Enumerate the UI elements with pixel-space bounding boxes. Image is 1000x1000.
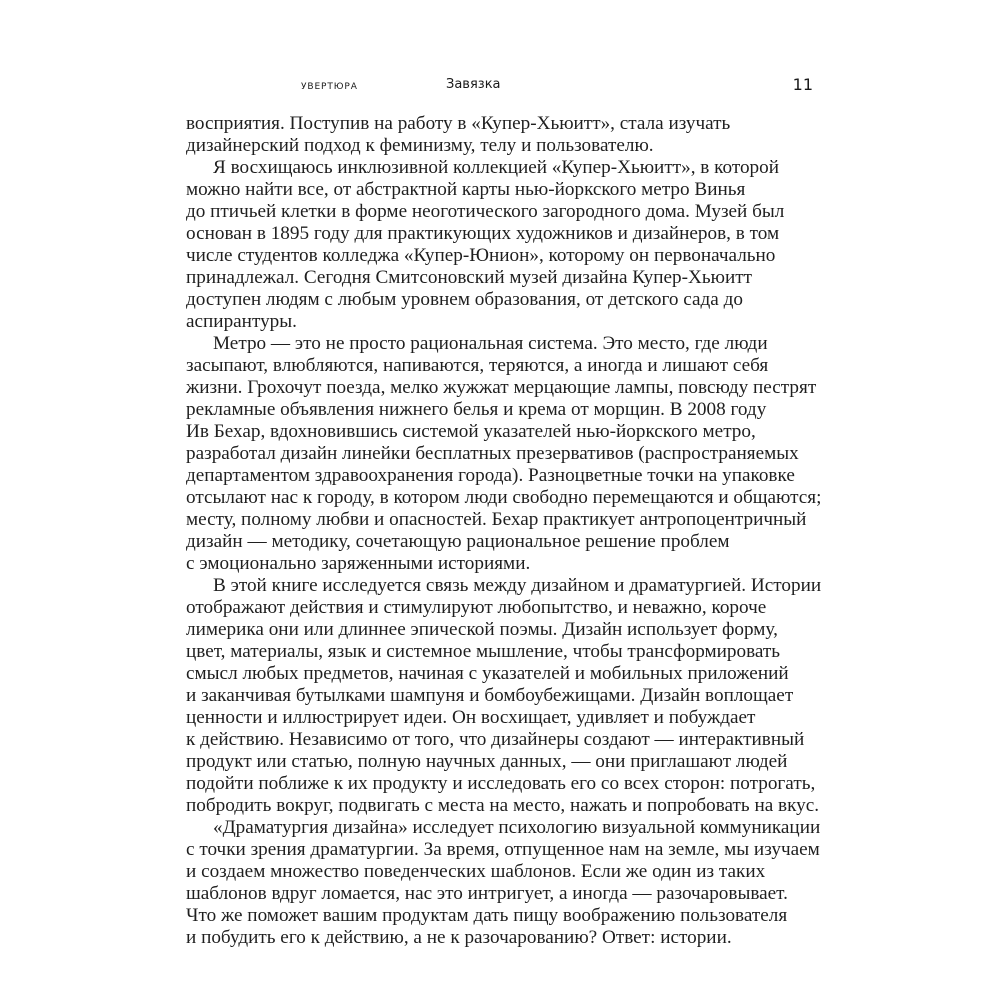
text-line: и заканчивая бутылками шампуня и бомбоубежищами. Дизайн воплощает: [186, 685, 794, 706]
text-line: с точки зрения драматургии. За время, отпущенное нам на земле, мы изучаем: [186, 839, 820, 860]
paragraph-first-line: В этой книге исследуется связь между дизайном и драматургией. Истории: [213, 575, 822, 596]
text-line: рекламные объявления нижнего белья и крема от морщин. В 2008 году: [186, 399, 767, 420]
text-line: числе студентов колледжа «Купер-Юнион», которому он первоначально: [186, 245, 776, 266]
text-line: жизни. Грохочут поезда, мелко жужжат мерцающие лампы, повсюду пестрят: [186, 377, 817, 398]
text-line: побродить вокруг, подвигать с места на место, нажать и попробовать на вкус.: [186, 795, 820, 816]
text-line: разработал дизайн линейки бесплатных презервативов (распространяемых: [186, 443, 799, 464]
text-line: цвет, материалы, язык и системное мышление, чтобы трансформировать: [186, 641, 781, 662]
section-title: УВЕРТЮРА: [301, 82, 358, 92]
running-head: [0, 76, 1000, 100]
text-line: месту, полному любви и опасностей. Бехар практикует антропоцентричный: [186, 509, 807, 530]
text-line: основан в 1895 году для практикующих художников и дизайнеров, в том: [186, 223, 780, 244]
text-line: Что же поможет вашим продуктам дать пищу воображению пользователя: [186, 905, 788, 926]
body-text: [186, 113, 826, 949]
text-line: отсылают нас к городу, в котором люди свободно перемещаются и общаются;: [186, 487, 822, 508]
chapter-title: Завязка: [446, 77, 501, 92]
text-line: можно найти все, от абстрактной карты нью-йоркского метро Винья: [186, 179, 746, 200]
text-line: и побудить его к действию, а не к разочарованию? Ответ: истории.: [186, 927, 732, 948]
text-line: подойти поближе к их продукту и исследовать его со всех сторон: потрогать,: [186, 773, 816, 794]
paragraph-first-line: Я восхищаюсь инклюзивной коллекцией «Купер-Хьюитт», в которой: [213, 157, 780, 178]
text-line: принадлежал. Сегодня Смитсоновский музей дизайна Купер-Хьюитт: [186, 267, 753, 288]
text-line: до птичьей клетки в форме неоготического загородного дома. Музей был: [186, 201, 785, 222]
text-line: лимерика они или длиннее эпической поэмы. Дизайн использует форму,: [186, 619, 778, 640]
text-line: с эмоционально заряженными историями.: [186, 553, 531, 574]
text-line: восприятия. Поступив на работу в «Купер-Хьюитт», стала изучать: [186, 113, 731, 134]
text-line: Ив Бехар, вдохновившись системой указателей нью-йоркского метро,: [186, 421, 756, 442]
page-number: 11: [792, 75, 813, 94]
text-line: департаментом здравоохранения города). Разноцветные точки на упаковке: [186, 465, 795, 486]
text-line: ценности и иллюстрирует идеи. Он восхищает, удивляет и побуждает: [186, 707, 756, 728]
paragraph-first-line: «Драматургия дизайна» исследует психологию визуальной коммуникации: [213, 817, 821, 838]
text-line: и создаем множество поведенческих шаблонов. Если же один из таких: [186, 861, 766, 882]
text-line: дизайн — методику, сочетающую рациональное решение проблем: [186, 531, 730, 552]
text-line: засыпают, влюбляются, напиваются, теряются, а иногда и лишают себя: [186, 355, 769, 376]
text-line: аспирантуры.: [186, 311, 297, 332]
paragraph-first-line: Метро — это не просто рациональная система. Это место, где люди: [213, 333, 768, 354]
text-line: шаблонов вдруг ломается, нас это интригует, а иногда — разочаровывает.: [186, 883, 788, 904]
text-line: дизайнерский подход к феминизму, телу и пользователю.: [186, 135, 654, 156]
text-line: отображают действия и стимулируют любопытство, и неважно, короче: [186, 597, 767, 618]
text-line: продукт или статью, полную научных данных, — они приглашают людей: [186, 751, 788, 772]
text-line: к действию. Независимо от того, что дизайнеры создают — интерактивный: [186, 729, 805, 750]
text-line: смысл любых предметов, начиная с указателей и мобильных приложений: [186, 663, 789, 684]
text-line: доступен людям с любым уровнем образования, от детского сада до: [186, 289, 743, 310]
